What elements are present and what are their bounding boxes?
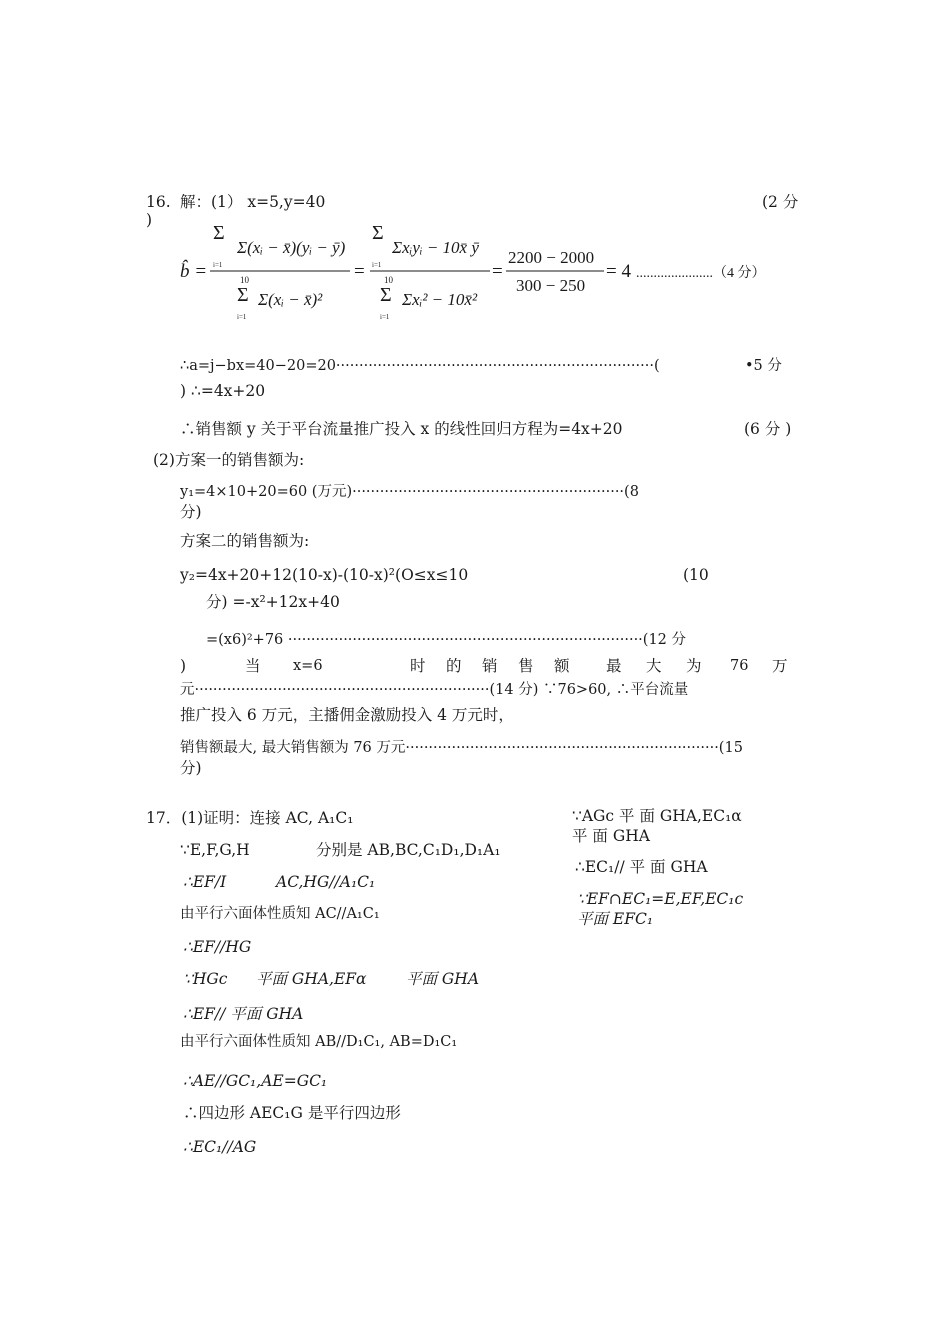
q17-plane-gha: 平面 GHA (406, 970, 480, 988)
q17-parallel-property: 由平行六面体性质知 AC//A₁C₁ (180, 906, 380, 922)
formula-lhs: b̂ = (180, 261, 208, 282)
score-8-close: 分) (180, 503, 202, 521)
sum-upper-label: 10 (384, 275, 393, 285)
fraction3-denominator: 300 − 250 (516, 276, 586, 295)
when-word: 76 (730, 658, 749, 674)
q16-part1-answer: 解：(1） x=5,y=40 (180, 193, 326, 211)
q17-parallelogram: ∴四边形 AEC₁G 是平行四边形 (183, 1104, 401, 1122)
svg-text:=: = (492, 261, 503, 282)
fraction3-numerator: 2200 − 2000 (508, 248, 595, 267)
max-value-line: 元································································(14 分) ∵76>60, ∴平台流量 (180, 682, 689, 698)
when-word: 最 (606, 657, 622, 675)
q16-number: 16. (146, 193, 171, 211)
formula-result: = 4 (606, 261, 631, 282)
sum-lower-label: i=1 (372, 261, 382, 269)
q17-ef-parallel-hg: ∴EF//HG (183, 938, 252, 956)
q17-given: ∵E,F,G,H (180, 841, 250, 859)
when-open: ) (180, 657, 187, 675)
formula-score: ......................（4 分） (636, 266, 766, 281)
when-word: 大 (646, 657, 662, 675)
fraction2-numerator: Σxᵢyᵢ − 10x̄ ȳ (392, 238, 479, 257)
plan2-sales-expr: y₂=4x+20+12(10-x)-(10-x)²(O≤x≤10 (180, 566, 469, 584)
when-word: 额 (554, 657, 570, 675)
sum-upper-label: 10 (240, 275, 249, 285)
fraction2-denominator: Σxᵢ² − 10x̄² (402, 290, 478, 309)
when-word: 销 (482, 657, 498, 675)
sum-lower-label: i=1 (380, 313, 390, 321)
q17-hg-in-plane: ∵HGc (183, 970, 228, 988)
score-5: •5 分 (745, 358, 782, 374)
regression-statement: ∴销售额 y 关于平台流量推广投入 x 的线性回归方程为=4x+20 (180, 420, 623, 438)
when-word: 为 (686, 657, 702, 675)
q17-ef-parallel-plane: ∴EF// 平面 GHA (183, 1005, 304, 1023)
when-word: 的 (446, 657, 462, 675)
sum-symbol-icon: Σ (372, 225, 384, 244)
q17-plane-gha-cont: 平 面 GHA (572, 827, 650, 845)
score-10: (10 (683, 566, 709, 584)
q17-plane-efc1: 平面 EFC₁ (577, 910, 654, 928)
when-word: 当 (245, 657, 261, 675)
fraction1-numerator: Σ(xᵢ − x̄)(yᵢ − ȳ) (237, 238, 346, 257)
sum-symbol-icon: Σ (213, 225, 225, 244)
q16-score-2: (2 分 (762, 193, 799, 211)
q16-score-2-close: ) (146, 211, 153, 229)
sum-lower-label: i=1 (213, 261, 223, 269)
q17-ec1-parallel-ag: ∴EC₁//AG (183, 1138, 257, 1156)
q17-heading: 17．(1)证明：连接 AC, A₁C₁ (146, 809, 354, 827)
svg-text:=: = (354, 261, 365, 282)
q17-plane-gha-ef: 平面 GHA,EFα (256, 970, 367, 988)
when-word: 售 (518, 657, 534, 675)
when-word: x=6 (293, 658, 323, 674)
part2-heading: (2)方案一的销售额为: (153, 451, 305, 469)
when-word: 时 (410, 657, 426, 675)
q17-step-ef: ∴EF/I (183, 873, 227, 891)
regression-eq-short: ) ∴=4x+20 (180, 382, 266, 400)
intercept-line: ∴a=j−bx=40−20=20·····································································( (180, 358, 660, 374)
q17-given-midpoints: 分别是 AB,BC,C₁D₁,D₁A₁ (316, 841, 501, 859)
q17-ag-in-plane: ∵AGc 平 面 GHA,EC₁α (572, 807, 742, 825)
score-6: (6 分 ) (744, 420, 792, 438)
regression-slope-formula (180, 225, 800, 325)
sum-lower-label: i=1 (237, 313, 247, 321)
investment-conclusion: 推广投入 6 万元，主播佣金激励投入 4 万元时， (180, 706, 514, 724)
plan2-heading: 方案二的销售额为: (180, 532, 310, 550)
q17-intersection: ∵EF∩EC₁=E,EF,EC₁c (577, 890, 744, 908)
fraction1-denominator: Σ(xᵢ − x̄)² (258, 290, 323, 309)
sum-symbol-icon: Σ (237, 284, 249, 306)
q17-step-ac-hg: AC,HG//A₁C₁ (276, 873, 376, 891)
plan2-sales-simplified: 分) =-x²+12x+40 (206, 593, 340, 611)
when-word: 万 (772, 657, 788, 675)
q17-ec1-parallel-plane: ∴EC₁// 平 面 GHA (575, 858, 708, 876)
q17-ab-d1c1: 由平行六面体性质知 AB//D₁C₁, AB=D₁C₁ (180, 1034, 458, 1050)
score-15-close: 分) (180, 759, 202, 777)
plan1-sales: y₁=4×10+20=60 (万元)···························································(8 (180, 484, 639, 500)
max-sales-line: 销售额最大, 最大销售额为 76 万元····································································(15 (180, 740, 743, 756)
plan2-vertex-form: =(x6)²+76 ·············································································(12 分 (206, 632, 687, 648)
sum-symbol-icon: Σ (380, 284, 392, 306)
q17-ae-gc1: ∴AE//GC₁,AE=GC₁ (183, 1072, 328, 1090)
